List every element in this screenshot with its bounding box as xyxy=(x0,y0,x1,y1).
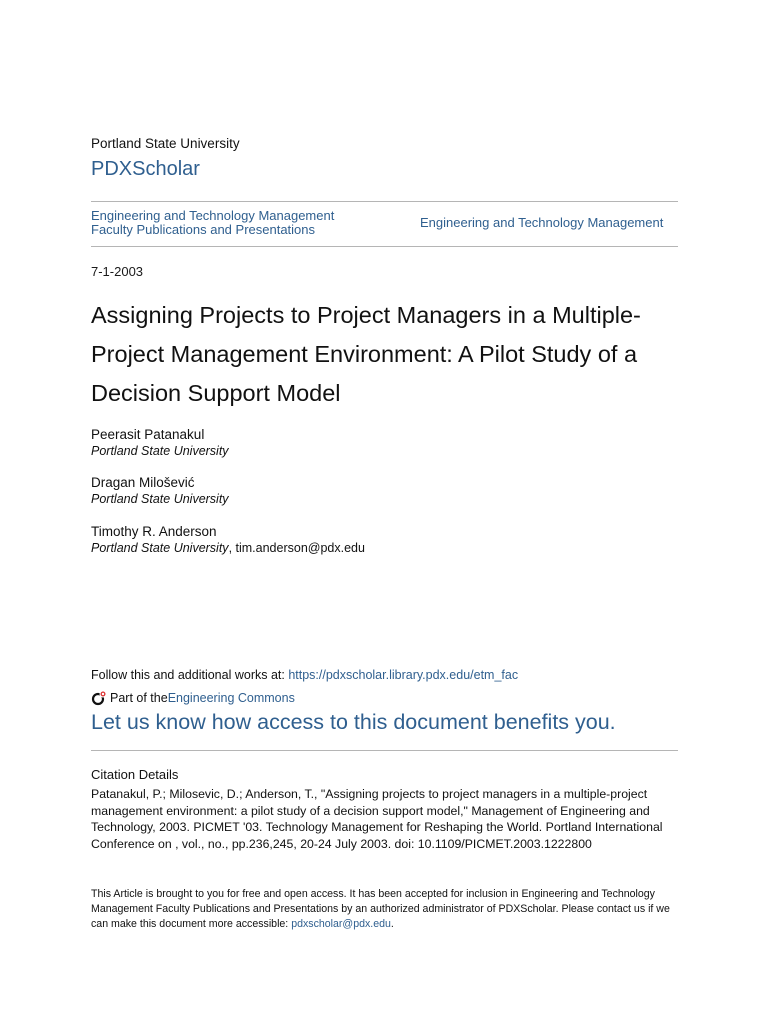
author-affiliation xyxy=(91,492,229,506)
access-notice-text: This Article is brought to you for free and open access. It has been accepted for inclusion in Engineering and Technology Management Faculty Publications and Presentations by an authorized administrator of PDXScholar. Please contact us if we can make this document more accessible: xyxy=(91,888,670,930)
institution-name: Portland State University xyxy=(91,136,240,151)
author-name: Peerasit Patanakul xyxy=(91,427,205,442)
citation-heading: Citation Details xyxy=(91,767,179,782)
citation-divider xyxy=(91,750,678,751)
follow-prefix: Follow this and additional works at: xyxy=(91,668,289,682)
contact-email-link[interactable]: pdxscholar@pdx.edu xyxy=(291,918,391,930)
follow-line xyxy=(91,668,518,682)
part-of-prefix: Part of the xyxy=(110,691,168,705)
affiliation-text: Portland State University xyxy=(91,444,229,458)
author-block xyxy=(91,427,229,458)
breadcrumb-divider xyxy=(91,246,678,247)
affiliation-text: Portland State University xyxy=(91,492,229,506)
engineering-commons-link[interactable]: Engineering Commons xyxy=(167,691,295,705)
access-notice xyxy=(91,887,681,932)
access-notice-end: . xyxy=(390,918,394,930)
series-link-line1: Engineering and Technology Management xyxy=(91,208,335,223)
series-link-line2: Faculty Publications and Presentations xyxy=(91,222,316,237)
feedback-link[interactable]: Let us know how access to this document benefits you. xyxy=(91,710,616,734)
affiliation-text: Portland State University xyxy=(91,541,229,555)
author-affiliation xyxy=(91,444,229,458)
author-block xyxy=(91,524,365,555)
network-icon xyxy=(91,690,107,706)
author-affiliation xyxy=(91,541,365,555)
author-block xyxy=(91,475,229,506)
department-link[interactable]: Engineering and Technology Management xyxy=(420,215,664,230)
publication-date: 7-1-2003 xyxy=(91,264,144,279)
author-name: Dragan Milošević xyxy=(91,475,195,490)
author-name: Timothy R. Anderson xyxy=(91,524,217,539)
citation-text: Patanakul, P.; Milosevic, D.; Anderson, T., "Assigning projects to project managers in a multiple-project management environment: a pilot study of a decision support model," Management of Engineering and Technology, 2003. PICMET '03. Technology Management for Reshaping the World. Portland International Conference on , vol., no., pp.236,245, 20-24 July 2003. doi: 10.1109/PICMET.2003.1222800 xyxy=(91,787,663,851)
author-email: , tim.anderson@pdx.edu xyxy=(228,541,365,555)
part-of-line xyxy=(91,690,295,706)
collection-url-link[interactable]: https://pdxscholar.library.pdx.edu/etm_fac xyxy=(288,668,519,682)
series-link[interactable] xyxy=(91,209,361,237)
top-divider xyxy=(91,201,678,202)
repository-link[interactable]: PDXScholar xyxy=(91,158,200,180)
article-title: Assigning Projects to Project Managers in a Multiple-Project Management Environment: A Pilot Study of a Decision Support Model xyxy=(91,302,641,406)
